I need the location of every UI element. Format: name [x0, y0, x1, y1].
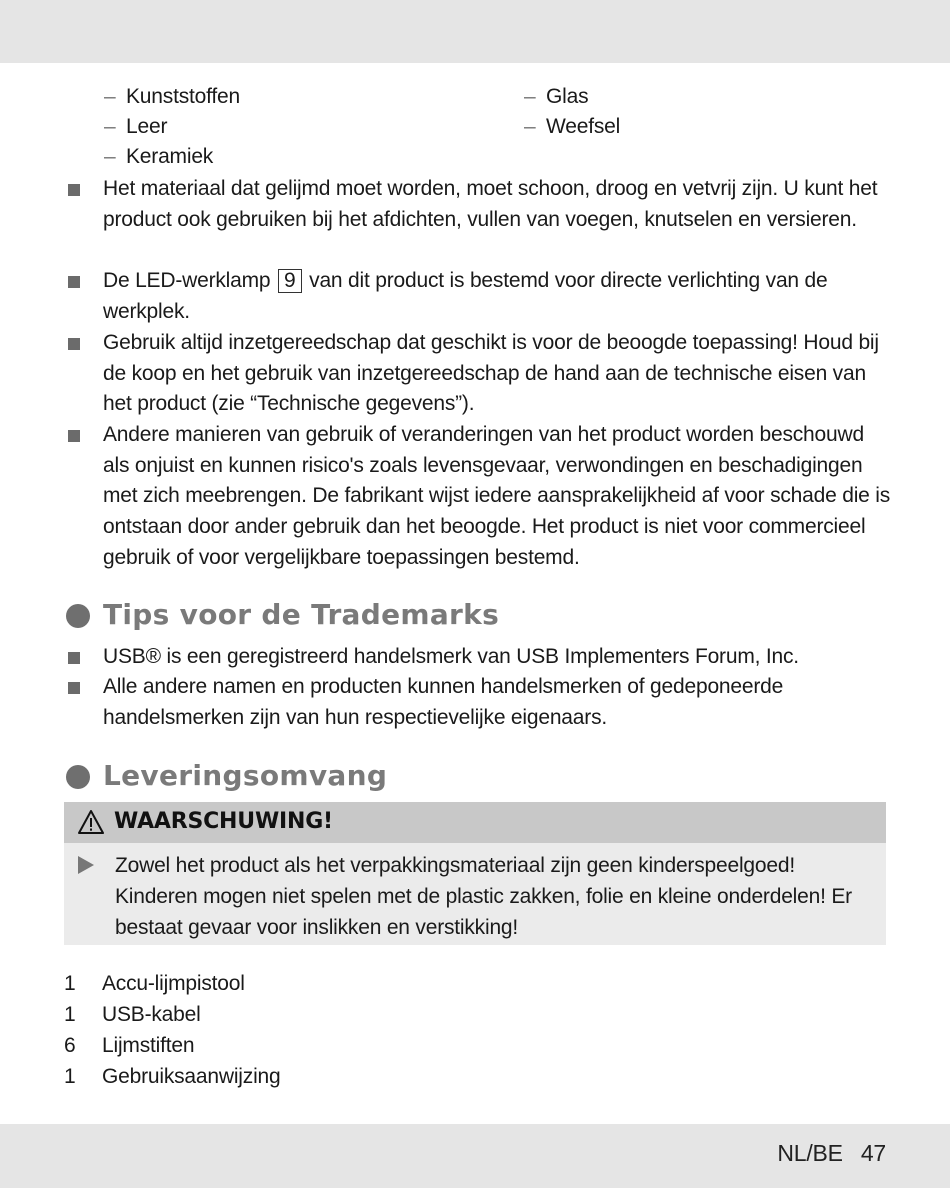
square-bullet-icon: [68, 652, 80, 664]
warning-header: [64, 802, 886, 843]
list-item: – Weefsel: [524, 115, 621, 138]
square-bullet-icon: [68, 682, 80, 694]
list-item: – Glas: [524, 85, 589, 108]
square-bullet-icon: [68, 338, 80, 350]
square-bullet-icon: [68, 430, 80, 442]
warning-box: WAARSCHUWING! Zowel het product als het verpakkingsmateriaal zijn geen kinderspeelgoed! Kinderen mogen niet spelen met de plastic zakken, folie en kleine onderdelen! Er bestaat gevaar voor inslikken en verstikking!: [64, 802, 886, 945]
circle-bullet-icon: [66, 604, 90, 628]
circle-bullet-icon: [66, 765, 90, 789]
list-item: – Keramiek: [104, 145, 214, 168]
square-bullet-icon: [68, 276, 80, 288]
warning-triangle-icon: [78, 809, 104, 835]
list-item: 1 Gebruiksaanwijzing: [64, 1065, 281, 1088]
arrow-right-icon: [78, 856, 94, 874]
list-item: – Kunststoffen: [104, 85, 240, 108]
list-item: 1 USB-kabel: [64, 1003, 201, 1026]
list-item: 1 Accu-lijmpistool: [64, 972, 245, 995]
square-bullet-icon: [68, 184, 80, 196]
list-item: 6 Lijmstiften: [64, 1034, 195, 1057]
page-number: 47: [860, 1140, 886, 1166]
part-number-badge: 9: [278, 269, 301, 293]
language-code: NL/BE: [777, 1140, 843, 1166]
warning-title: WAARSCHUWING!: [114, 809, 333, 834]
page-footer: [777, 1140, 886, 1167]
header-band: [0, 0, 950, 63]
list-item: – Leer: [104, 115, 168, 138]
